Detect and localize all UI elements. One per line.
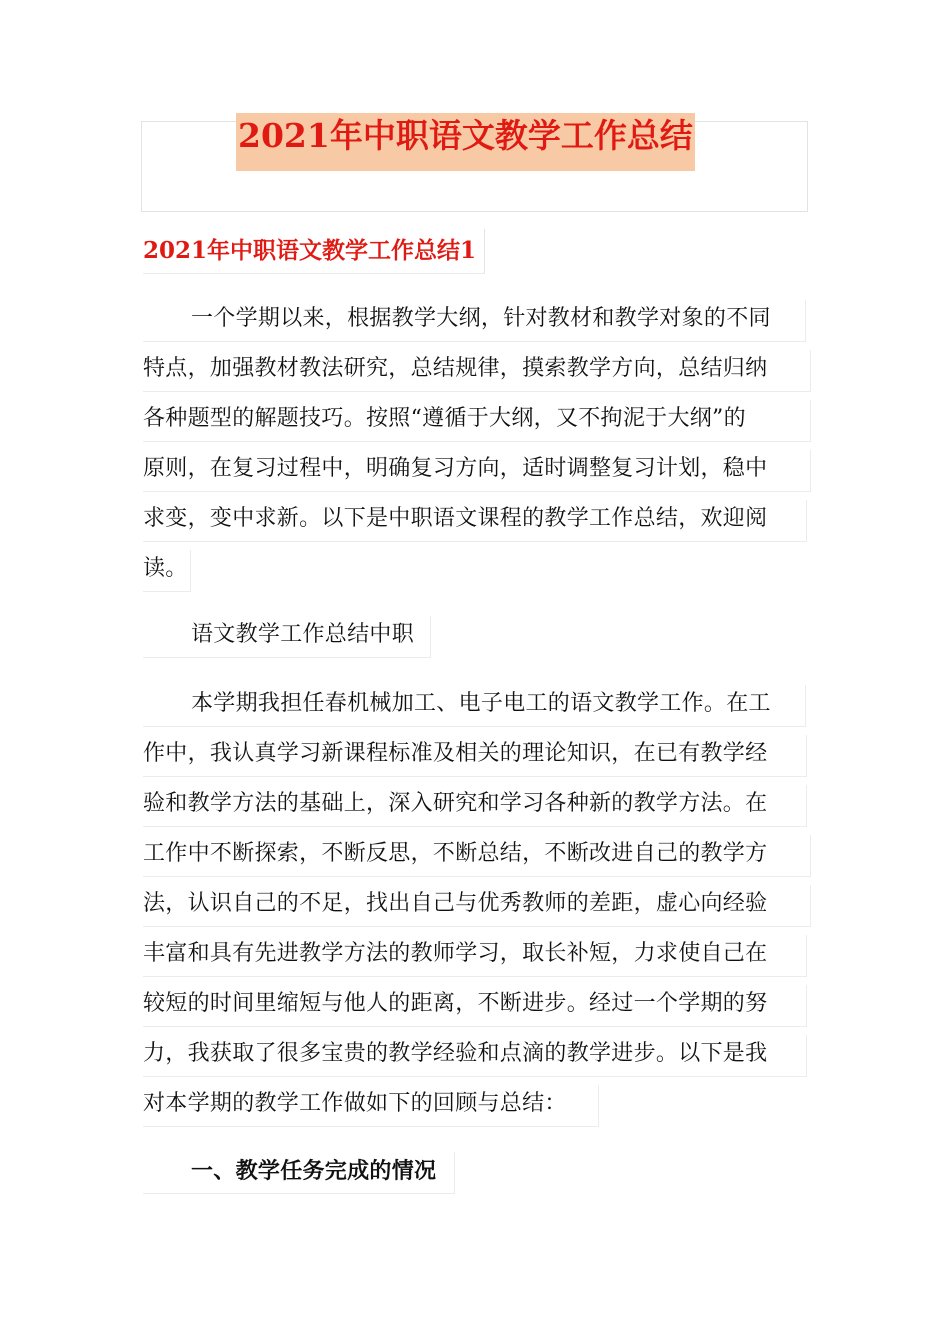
document-title: 2021年中职语文教学工作总结 bbox=[236, 113, 695, 171]
para1-line: 求变，变中求新。以下是中职语文课程的教学工作总结，欢迎阅 bbox=[143, 500, 807, 542]
subheading: 一、教学任务完成的情况 bbox=[143, 1152, 455, 1194]
para3-line: 本学期我担任春机械加工、电子电工的语文教学工作。在工 bbox=[143, 685, 806, 727]
para3-line: 作中，我认真学习新课程标准及相关的理论知识，在已有教学经 bbox=[143, 735, 807, 777]
para1-line: 一个学期以来，根据教学大纲，针对教材和教学对象的不同 bbox=[143, 300, 806, 342]
para1-line: 读。 bbox=[143, 550, 191, 592]
para1-line: 原则，在复习过程中，明确复习方向，适时调整复习计划，稳中 bbox=[143, 450, 811, 492]
para3-line: 法，认识自己的不足，找出自己与优秀教师的差距，虚心向经验 bbox=[143, 885, 811, 927]
para3-line: 丰富和具有先进教学方法的教师学习，取长补短，力求使自己在 bbox=[143, 935, 807, 977]
para3-line: 验和教学方法的基础上，深入研究和学习各种新的教学方法。在 bbox=[143, 785, 807, 827]
para3-line: 较短的时间里缩短与他人的距离，不断进步。经过一个学期的努 bbox=[143, 985, 807, 1027]
para3-line: 力，我获取了很多宝贵的教学经验和点滴的教学进步。以下是我 bbox=[143, 1035, 807, 1077]
para1-line: 特点，加强教材教法研究，总结规律，摸索教学方向，总结归纳 bbox=[143, 350, 811, 392]
para3-line: 对本学期的教学工作做如下的回顾与总结： bbox=[143, 1085, 599, 1127]
para3-line: 工作中不断探索，不断反思，不断总结，不断改进自己的教学方 bbox=[143, 835, 811, 877]
para2-line: 语文教学工作总结中职 bbox=[143, 616, 431, 658]
section-heading: 2021年中职语文教学工作总结1 bbox=[143, 229, 485, 274]
para1-line: 各种题型的解题技巧。按照“遵循于大纲，又不拘泥于大纲”的 bbox=[143, 400, 811, 442]
